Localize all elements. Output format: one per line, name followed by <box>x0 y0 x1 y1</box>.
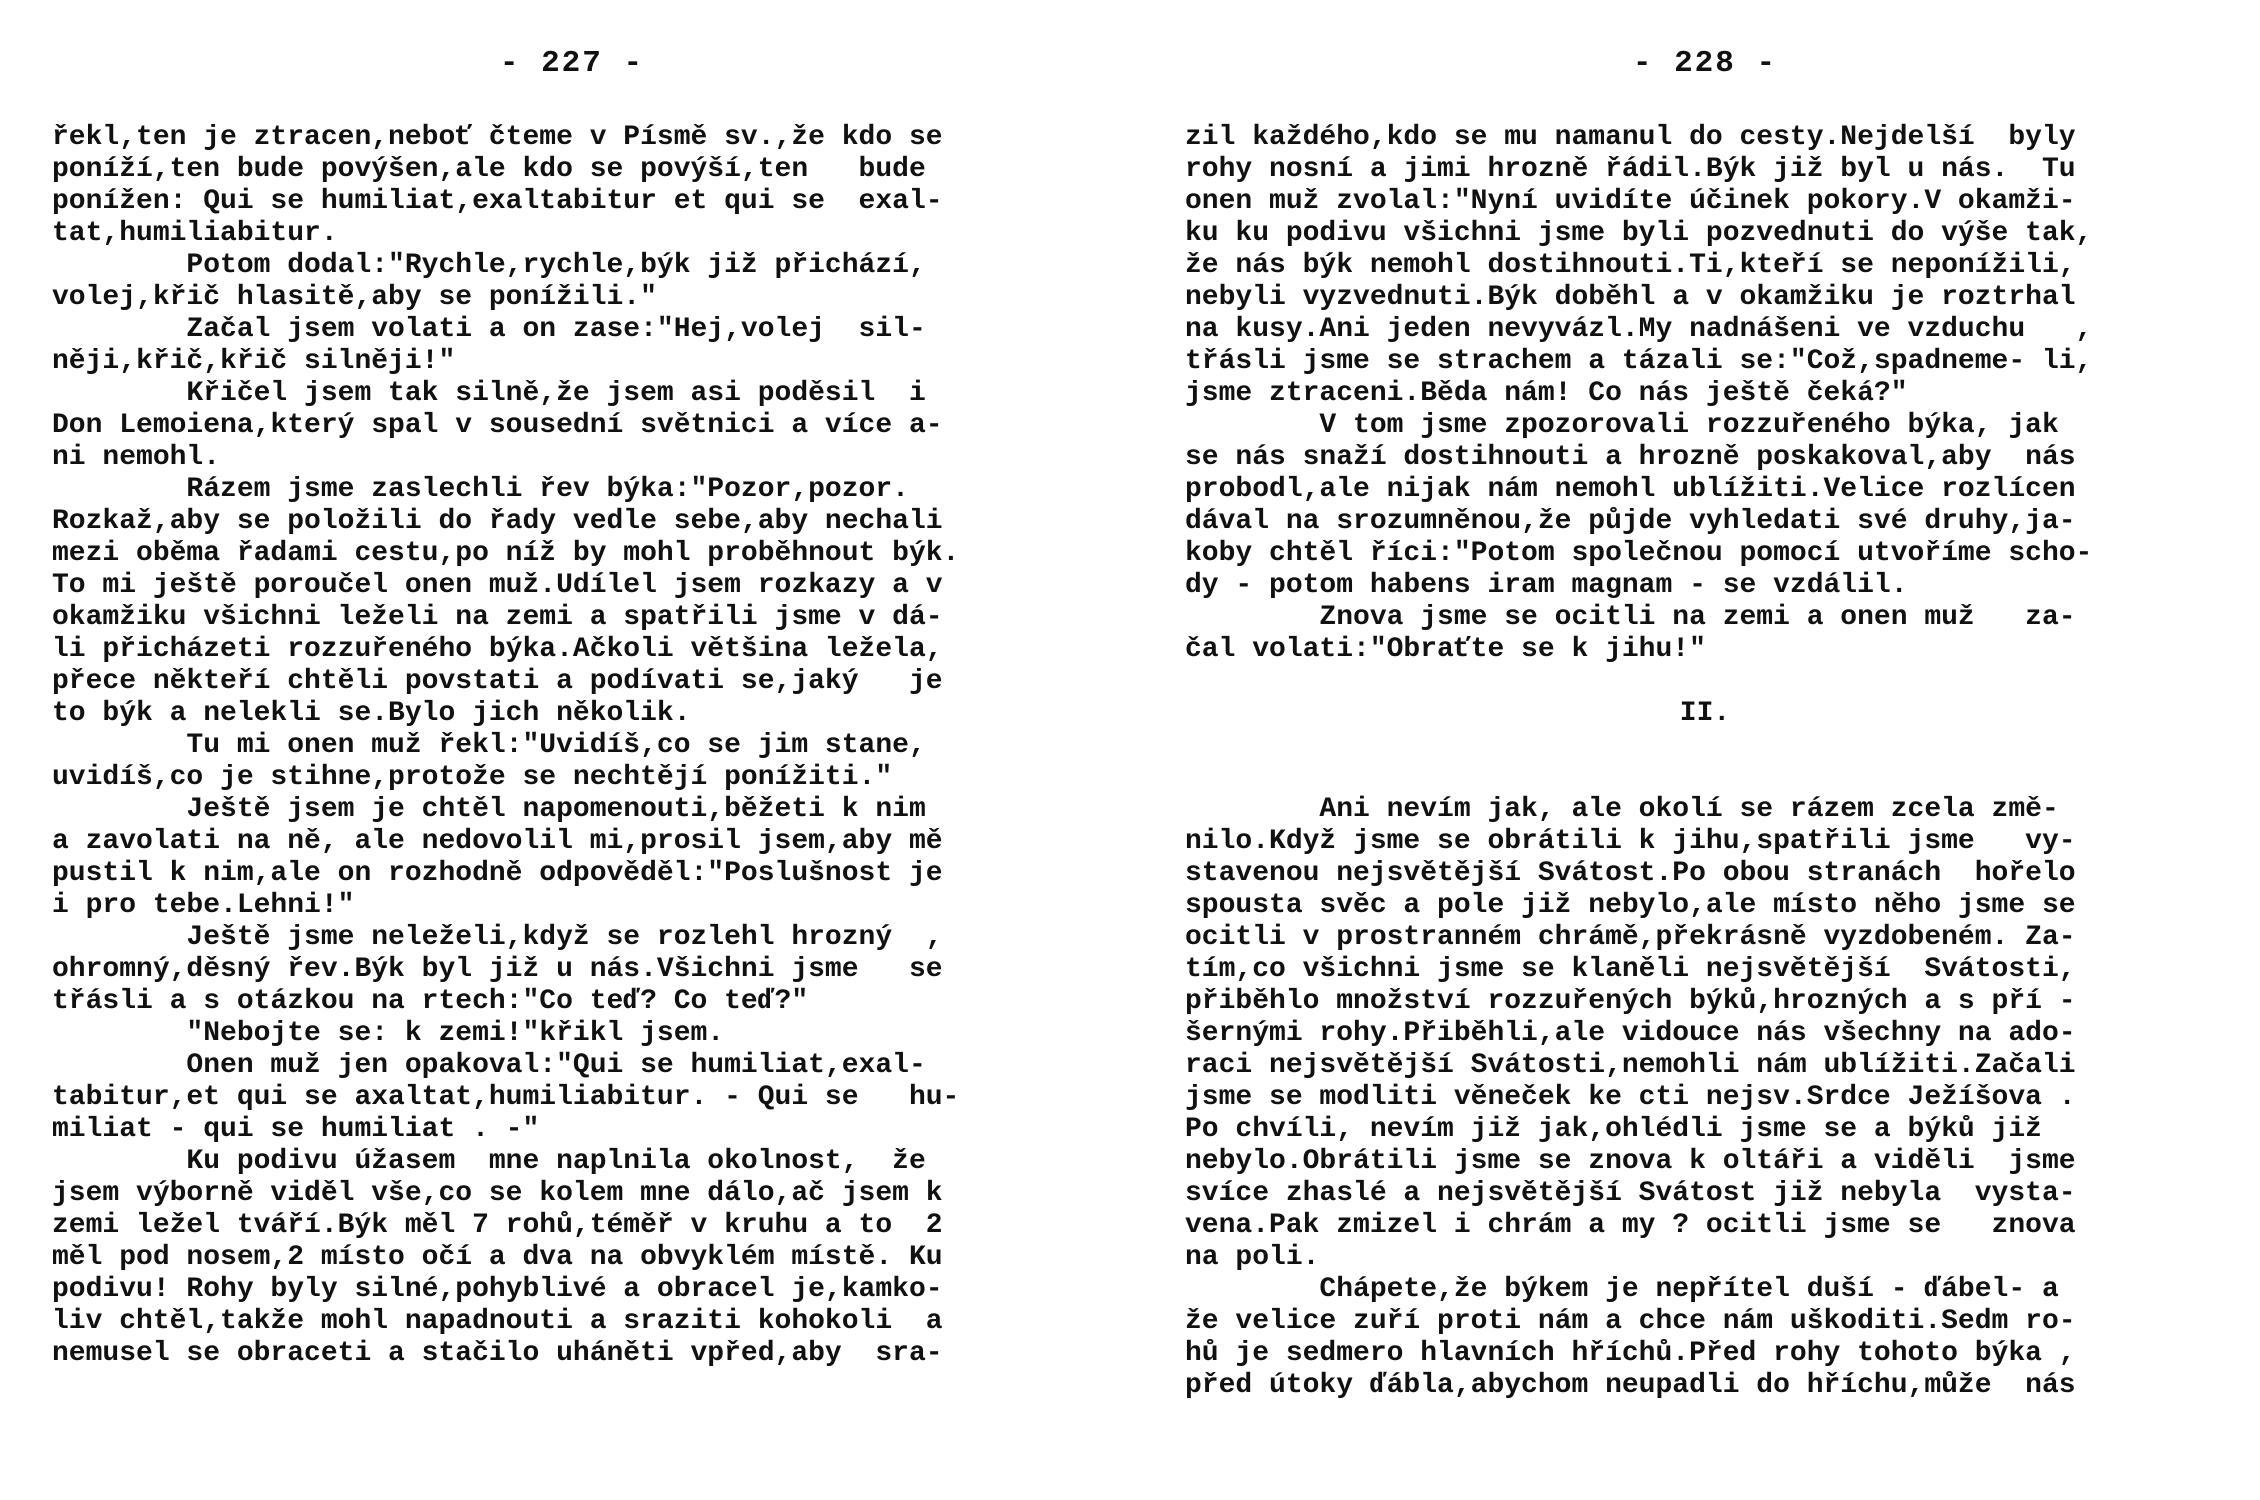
text-line: Ještě jsme neleželi,když se rozlehl hrozný , <box>52 922 943 953</box>
text-line: Znova jsme se ocitli na zemi a onen muž za- <box>1185 602 2076 633</box>
text-line: přiběhlo množství rozzuřených býků,hrozných a s pří - <box>1185 986 2076 1017</box>
text-line: miliat - qui se humiliat . -" <box>52 1114 540 1145</box>
text-line: na kusy.Ani jeden nevyvázl.My nadnášeni ve vzduchu , <box>1185 314 2093 345</box>
text-line: nebylo.Obrátili jsme se znova k oltáři a viděli jsme <box>1185 1146 2076 1177</box>
text-line: Začal jsem volati a on zase:"Hej,volej sil- <box>52 314 926 345</box>
text-line: raci nejsvětější Svátosti,nemohli nám ublížiti.Začali <box>1185 1050 2076 1081</box>
text-line: ohromný,děsný řev.Býk byl již u nás.Všichni jsme se <box>52 954 943 985</box>
text-line: nebyli vyzvednuti.Býk doběhl a v okamžiku je roztrhal <box>1185 282 2076 313</box>
text-line: probodl,ale nijak nám nemohl ublížiti.Velice rozlícen <box>1185 474 2076 505</box>
text-line: ku ku podivu všichni jsme byli pozvednuti do výše tak, <box>1185 218 2093 249</box>
right-page <box>1185 0 2225 1500</box>
text-line: koby chtěl říci:"Potom společnou pomocí utvoříme scho- <box>1185 538 2093 569</box>
text-line: třásli jsme se strachem a tázali se:"Což,spadneme- li, <box>1185 346 2093 377</box>
text-line: V tom jsme zpozorovali rozzuřeného býka, jak <box>1185 410 2059 441</box>
text-line: jsme se modliti věneček ke cti nejsv.Srdce Ježíšova . <box>1185 1082 2076 1113</box>
text-line: dy - potom habens iram magnam - se vzdálil. <box>1185 570 1908 601</box>
text-line: se nás snaží dostihnouti a hrozně poskakoval,aby nás <box>1185 442 2076 473</box>
text-line: a zavolati na ně, ale nedovolil mi,prosil jsem,aby mě <box>52 826 943 857</box>
text-line: uvidíš,co je stihne,protože se nechtějí ponížiti." <box>52 762 893 793</box>
text-line: mezi oběma řadami cestu,po níž by mohl proběhnout býk. <box>52 538 960 569</box>
text-line: čal volati:"Obraťte se k jihu!" <box>1185 634 1706 665</box>
text-line: "Nebojte se: k zemi!"křikl jsem. <box>52 1018 725 1049</box>
text-line: podivu! Rohy byly silné,pohyblivé a obracel je,kamko- <box>52 1274 943 1305</box>
text-line: vena.Pak zmizel i chrám a my ? ocitli jsme se znova <box>1185 1210 2076 1241</box>
text-line: Ani nevím jak, ale okolí se rázem zcela změ- <box>1185 794 2059 825</box>
text-line: onen muž zvolal:"Nyní uvidíte účinek pokory.V okamži- <box>1185 186 2076 217</box>
text-line: Don Lemoiena,který spal v sousední světnici a více a- <box>52 410 943 441</box>
text-line: Potom dodal:"Rychle,rychle,býk již přichází, <box>52 250 926 281</box>
text-line: dával na srozumněnou,že půjde vyhledati své druhy,ja- <box>1185 506 2076 537</box>
right-page-text <box>1185 122 2225 1402</box>
text-line: něji,křič,křič silněji!" <box>52 346 456 377</box>
text-line <box>1185 730 2225 762</box>
text-line: Rázem jsme zaslechli řev býka:"Pozor,pozor. <box>52 474 909 505</box>
text-line: že nás býk nemohl dostihnouti.Ti,kteří se neponížili, <box>1185 250 2076 281</box>
text-line: ponížen: Qui se humiliat,exaltabitur et qui se exal- <box>52 186 943 217</box>
text-line: i pro tebe.Lehni!" <box>52 890 355 921</box>
text-line: Tu mi onen muž řekl:"Uvidíš,co se jim stane, <box>52 730 926 761</box>
text-line: jsem výborně viděl vše,co se kolem mne dálo,ač jsem k <box>52 1178 943 1209</box>
text-line: To mi ještě poroučel onen muž.Udílel jsem rozkazy a v <box>52 570 943 601</box>
left-page-text <box>52 122 1092 1370</box>
text-line: svíce zhaslé a nejsvětější Svátost již nebyla vysta- <box>1185 1178 2076 1209</box>
text-line: liv chtěl,takže mohl napadnouti a sraziti kohokoli a <box>52 1306 943 1337</box>
text-line: stavenou nejsvětější Svátost.Po obou stranách hořelo <box>1185 858 2076 889</box>
text-line: Chápete,že býkem je nepřítel duší - ďábel- a <box>1185 1274 2059 1305</box>
text-line <box>1185 762 2225 794</box>
text-line: zemi ležel tváří.Býk měl 7 rohů,téměř v kruhu a to 2 <box>52 1210 943 1241</box>
text-line: třásli a s otázkou na rtech:"Co teď? Co teď?" <box>52 986 809 1017</box>
text-line <box>1185 666 2225 698</box>
text-line: zil každého,kdo se mu namanul do cesty.Nejdelší byly <box>1185 122 2076 153</box>
left-page <box>52 0 1092 1500</box>
text-line: poníží,ten bude povýšen,ale kdo se povýší,ten bude <box>52 154 926 185</box>
text-line: Křičel jsem tak silně,že jsem asi poděsil i <box>52 378 926 409</box>
text-line: to býk a nelekli se.Bylo jich několik. <box>52 698 691 729</box>
text-line: tabitur,et qui se axaltat,humiliabitur. - Qui se hu- <box>52 1082 960 1113</box>
text-line: spousta svěc a pole již nebylo,ale místo něho jsme se <box>1185 890 2076 921</box>
text-line: hů je sedmero hlavních hříchů.Před rohy tohoto býka , <box>1185 1338 2076 1369</box>
text-line: rohy nosní a jimi hrozně řádil.Býk již byl u nás. Tu <box>1185 154 2076 185</box>
text-line: Ku podivu úžasem mne naplnila okolnost, že <box>52 1146 926 1177</box>
text-line: šernými rohy.Přiběhli,ale vidouce nás všechny na ado- <box>1185 1018 2076 1049</box>
text-line: Ještě jsem je chtěl napomenouti,běžeti k nim <box>52 794 926 825</box>
text-line: před útoky ďábla,abychom neupadli do hříchu,může nás <box>1185 1370 2076 1401</box>
text-line: měl pod nosem,2 místo očí a dva na obvyklém místě. Ku <box>52 1242 943 1273</box>
text-line: jsme ztraceni.Běda nám! Co nás ještě čeká?" <box>1185 378 1908 409</box>
text-line: li přicházeti rozzuřeného býka.Ačkoli většina ležela, <box>52 634 943 665</box>
text-line: Rozkaž,aby se položili do řady vedle sebe,aby nechali <box>52 506 943 537</box>
text-line: volej,křič hlasitě,aby se ponížili." <box>52 282 657 313</box>
text-line: nemusel se obraceti a stačilo uháněti vpřed,aby sra- <box>52 1338 943 1369</box>
left-page-number: - 227 - <box>499 46 645 81</box>
text-line: okamžiku všichni leželi na zemi a spatřili jsme v dá- <box>52 602 943 633</box>
text-line: řekl,ten je ztracen,neboť čteme v Písmě sv.,že kdo se <box>52 122 943 153</box>
text-line: že velice zuří proti nám a chce nám uškoditi.Sedm ro- <box>1185 1306 2076 1337</box>
text-line: ni nemohl. <box>52 442 221 473</box>
right-page-number: - 228 - <box>1632 46 1778 81</box>
text-line: Onen muž jen opakoval:"Qui se humiliat,exal- <box>52 1050 926 1081</box>
text-line: tat,humiliabitur. <box>52 218 338 249</box>
text-line: ocitli v prostranném chrámě,překrásně vyzdobeném. Za- <box>1185 922 2076 953</box>
text-line: tím,co všichni jsme se klaněli nejsvětější Svátosti, <box>1185 954 2076 985</box>
text-line: Po chvíli, nevím již jak,ohlédli jsme se a býků již <box>1185 1114 2042 1145</box>
section-heading: II. <box>1679 698 1731 729</box>
text-line: pustil k nim,ale on rozhodně odpověděl:"Poslušnost je <box>52 858 943 889</box>
text-line: přece někteří chtěli povstati a podívati se,jaký je <box>52 666 943 697</box>
text-line: nilo.Když jsme se obrátili k jihu,spatřili jsme vy- <box>1185 826 2076 857</box>
text-line: na poli. <box>1185 1242 1320 1273</box>
